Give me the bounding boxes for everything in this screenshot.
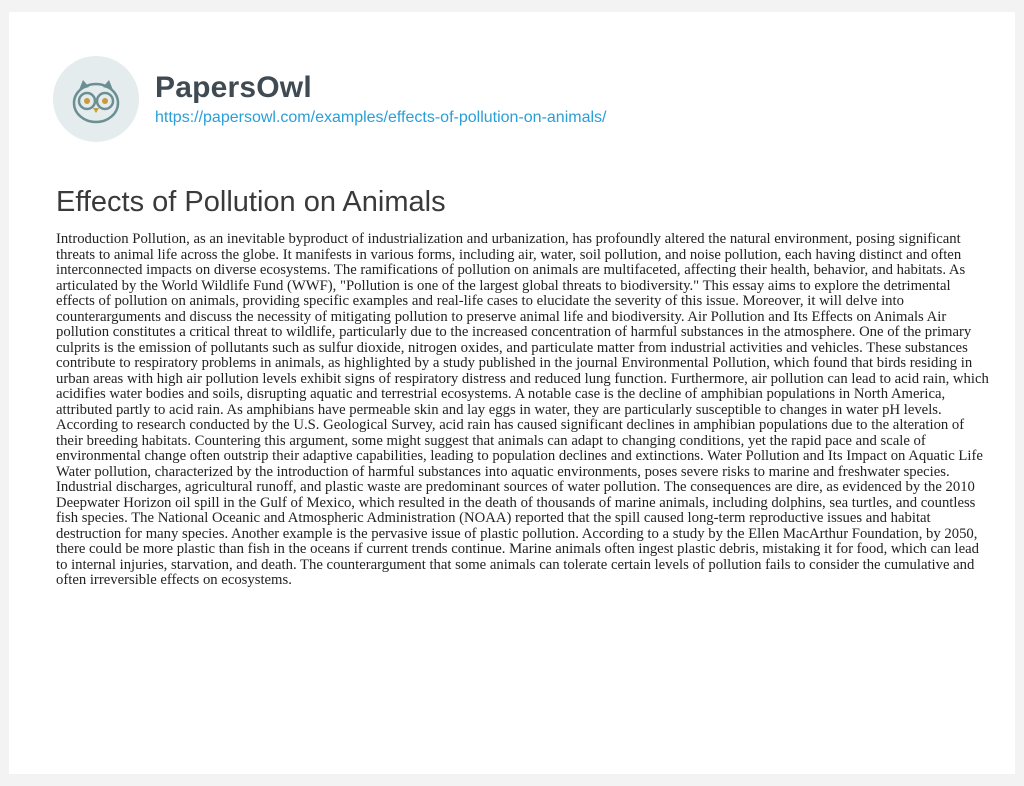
brand-text [155,71,606,127]
site-header [53,56,606,142]
source-url-link[interactable]: https://papersowl.com/examples/effects-of-pollution-on-animals/ [155,109,607,126]
owl-icon[interactable] [53,56,139,142]
page-sheet [9,12,1015,774]
brand-name[interactable]: PapersOwl [155,71,312,104]
essay-body: Introduction Pollution, as an inevitable byproduct of industrialization and urbanization, has profoundly altered the natural environment, posing significant threats to animal life across the globe. It manifests in various forms, including air, water, soil pollution, and noise pollution, each having distinct and often interconnected impacts on diverse ecosystems. The ramifications of pollution on animals are multifaceted, affecting their health, behavior, and habitats. As articulated by the World Wildlife Fund (WWF), "Pollution is one of the largest global threats to biodiversity." This essay aims to explore the detrimental effects of pollution on animals, providing specific examples and real-life cases to elucidate the severity of this issue. Moreover, it will delve into counterarguments and discuss the necessity of mitigating pollution to preserve animal life and biodiversity. Air Pollution and Its Effects on Animals Air pollution constitutes a critical threat to wildlife, particularly due to the increased concentration of harmful substances in the atmosphere. One of the primary culprits is the emission of pollutants such as sulfur dioxide, nitrogen oxides, and particulate matter from industrial activities and vehicles. These substances contribute to respiratory problems in animals, as highlighted by a study published in the journal Environmental Pollution, which found that birds residing in urban areas with high air pollution levels exhibit signs of respiratory distress and reduced lung function. Furthermore, air pollution can lead to acid rain, which acidifies water bodies and soils, disrupting aquatic and terrestrial ecosystems. A notable case is the decline of amphibian populations in North America, attributed partly to acid rain. As amphibians have permeable skin and lay eggs in water, they are particularly susceptible to changes in water pH levels. According to research conducted by the U.S. Geological Survey, acid rain has caused significant declines in amphibian populations due to the alteration of their breeding habitats. Countering this argument, some might suggest that animals can adapt to changing conditions, yet the rapid pace and scale of environmental change often outstrip their adaptive capabilities, leading to population declines and extinctions. Water Pollution and Its Impact on Aquatic Life Water pollution, characterized by the introduction of harmful substances into aquatic environments, poses severe risks to marine and freshwater species. Industrial discharges, agricultural runoff, and plastic waste are predominant sources of water pollution. The consequences are dire, as evidenced by the 2010 Deepwater Horizon oil spill in the Gulf of Mexico, which resulted in the death of thousands of marine animals, including dolphins, sea turtles, and countless fish species. The National Oceanic and Atmospheric Administration (NOAA) reported that the spill caused long-term reproductive issues and habitat destruction for many species. Another example is the pervasive issue of plastic pollution. According to a study by the Ellen MacArthur Foundation, by 2050, there could be more plastic than fish in the oceans if current trends continue. Marine animals often ingest plastic debris, mistaking it for food, which can lead to internal injuries, starvation, and death. The counterargument that some animals can tolerate certain levels of pollution fails to consider the cumulative and often irreversible effects on ecosystems. [56,231,989,588]
page-title: Effects of Pollution on Animals [56,186,446,218]
